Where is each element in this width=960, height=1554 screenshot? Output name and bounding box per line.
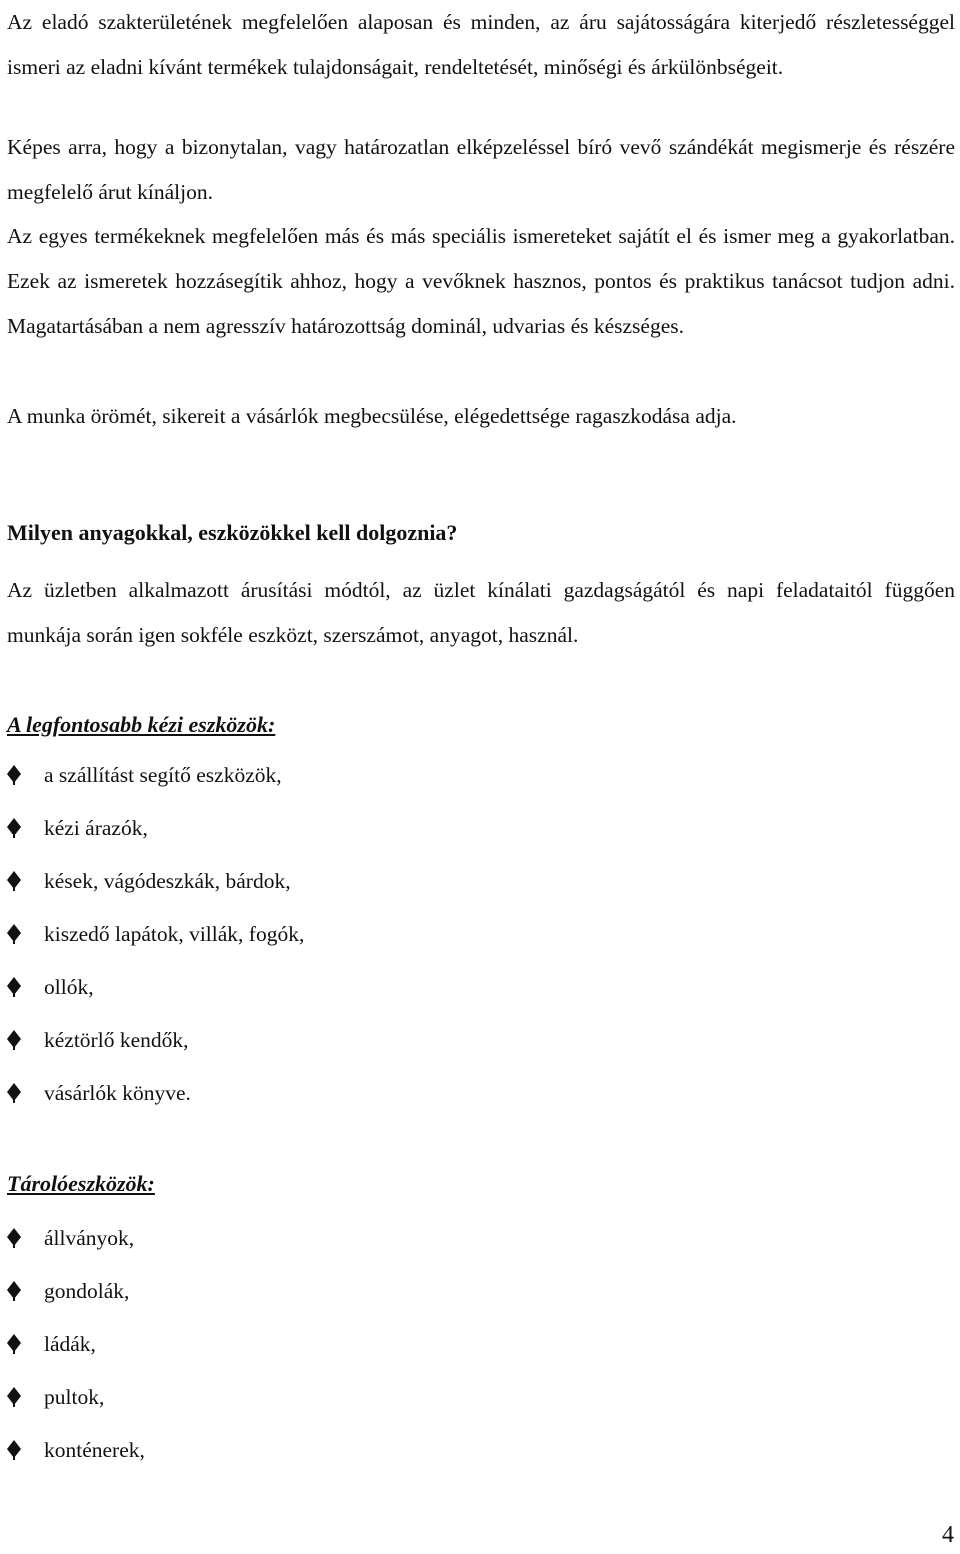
list-item-label: konténerek, xyxy=(44,1438,145,1462)
diamond-bullet-icon xyxy=(7,1030,21,1050)
list-item xyxy=(7,808,304,861)
diamond-bullet-icon xyxy=(7,1228,21,1248)
list-item xyxy=(7,1073,304,1126)
storage-tools-list xyxy=(7,1218,145,1483)
list-item xyxy=(7,1377,145,1430)
list-item xyxy=(7,755,304,808)
diamond-bullet-icon xyxy=(7,1083,21,1103)
diamond-bullet-icon xyxy=(7,977,21,997)
paragraph-buyer-intent: Képes arra, hogy a bizonytalan, vagy határozatlan elképzeléssel bíró vevő szándékát megismerje és részére megfelelő árut kínáljon. xyxy=(7,135,955,204)
list-item-label: vásárlók könyve. xyxy=(44,1081,191,1105)
diamond-bullet-icon xyxy=(7,1387,21,1407)
list-item xyxy=(7,1271,145,1324)
list-item xyxy=(7,1430,145,1483)
list-item-label: gondolák, xyxy=(44,1279,130,1303)
paragraph-tools-intro: Az üzletben alkalmazott árusítási módtól, az üzlet kínálati gazdagságától és napi feladataitól függően munkája során igen sokféle eszközt, szerszámot, anyagot, használ. xyxy=(7,578,955,647)
diamond-bullet-icon xyxy=(7,1281,21,1301)
list-item-label: pultok, xyxy=(44,1385,105,1409)
list-item-label: kések, vágódeszkák, bárdok, xyxy=(44,869,291,893)
list-item-label: ollók, xyxy=(44,975,94,999)
list-item xyxy=(7,967,304,1020)
list-item-label: kiszedő lapátok, villák, fogók, xyxy=(44,922,305,946)
section-heading: Milyen anyagokkal, eszközökkel kell dolgoznia? xyxy=(7,520,458,545)
list-item-label: kéztörlő kendők, xyxy=(44,1028,189,1052)
diamond-bullet-icon xyxy=(7,871,21,891)
diamond-bullet-icon xyxy=(7,924,21,944)
diamond-bullet-icon xyxy=(7,818,21,838)
list-item xyxy=(7,1020,304,1073)
page-number: 4 xyxy=(942,1522,954,1548)
paragraph-work-joy: A munka örömét, sikereit a vásárlók megbecsülése, elégedettsége ragaszkodása adja. xyxy=(7,404,737,428)
list-item xyxy=(7,861,304,914)
list-item-label: kézi árazók, xyxy=(44,816,148,840)
diamond-bullet-icon xyxy=(7,1334,21,1354)
paragraph-special-knowledge: Az egyes termékeknek megfelelően más és más speciális ismereteket sajátít el és ismer meg a gyakorlatban. Ezek az ismeretek hozzásegítik ahhoz, hogy a vevőknek hasznos, pontos és praktikus tanácsot tudjon adni. Magatartásában a nem agresszív határozottság dominál, udvarias és készséges. xyxy=(7,224,955,338)
list-item-label: ládák, xyxy=(44,1332,96,1356)
storage-tools-title: Tárolóeszközök: xyxy=(7,1171,155,1196)
paragraph-seller-knowledge: Az eladó szakterületének megfelelően alaposan és minden, az áru sajátosságára kiterjedő részletességgel ismeri az eladni kívánt termékek tulajdonságait, rendeltetését, minőségi és árkülönbségeit. xyxy=(7,10,955,79)
list-item xyxy=(7,914,304,967)
list-item xyxy=(7,1218,145,1271)
diamond-bullet-icon xyxy=(7,1440,21,1460)
diamond-bullet-icon xyxy=(7,765,21,785)
list-item xyxy=(7,1324,145,1377)
hand-tools-list xyxy=(7,755,304,1126)
list-item-label: állványok, xyxy=(44,1226,135,1250)
list-item-label: a szállítást segítő eszközök, xyxy=(44,763,282,787)
hand-tools-title: A legfontosabb kézi eszközök: xyxy=(7,712,276,737)
